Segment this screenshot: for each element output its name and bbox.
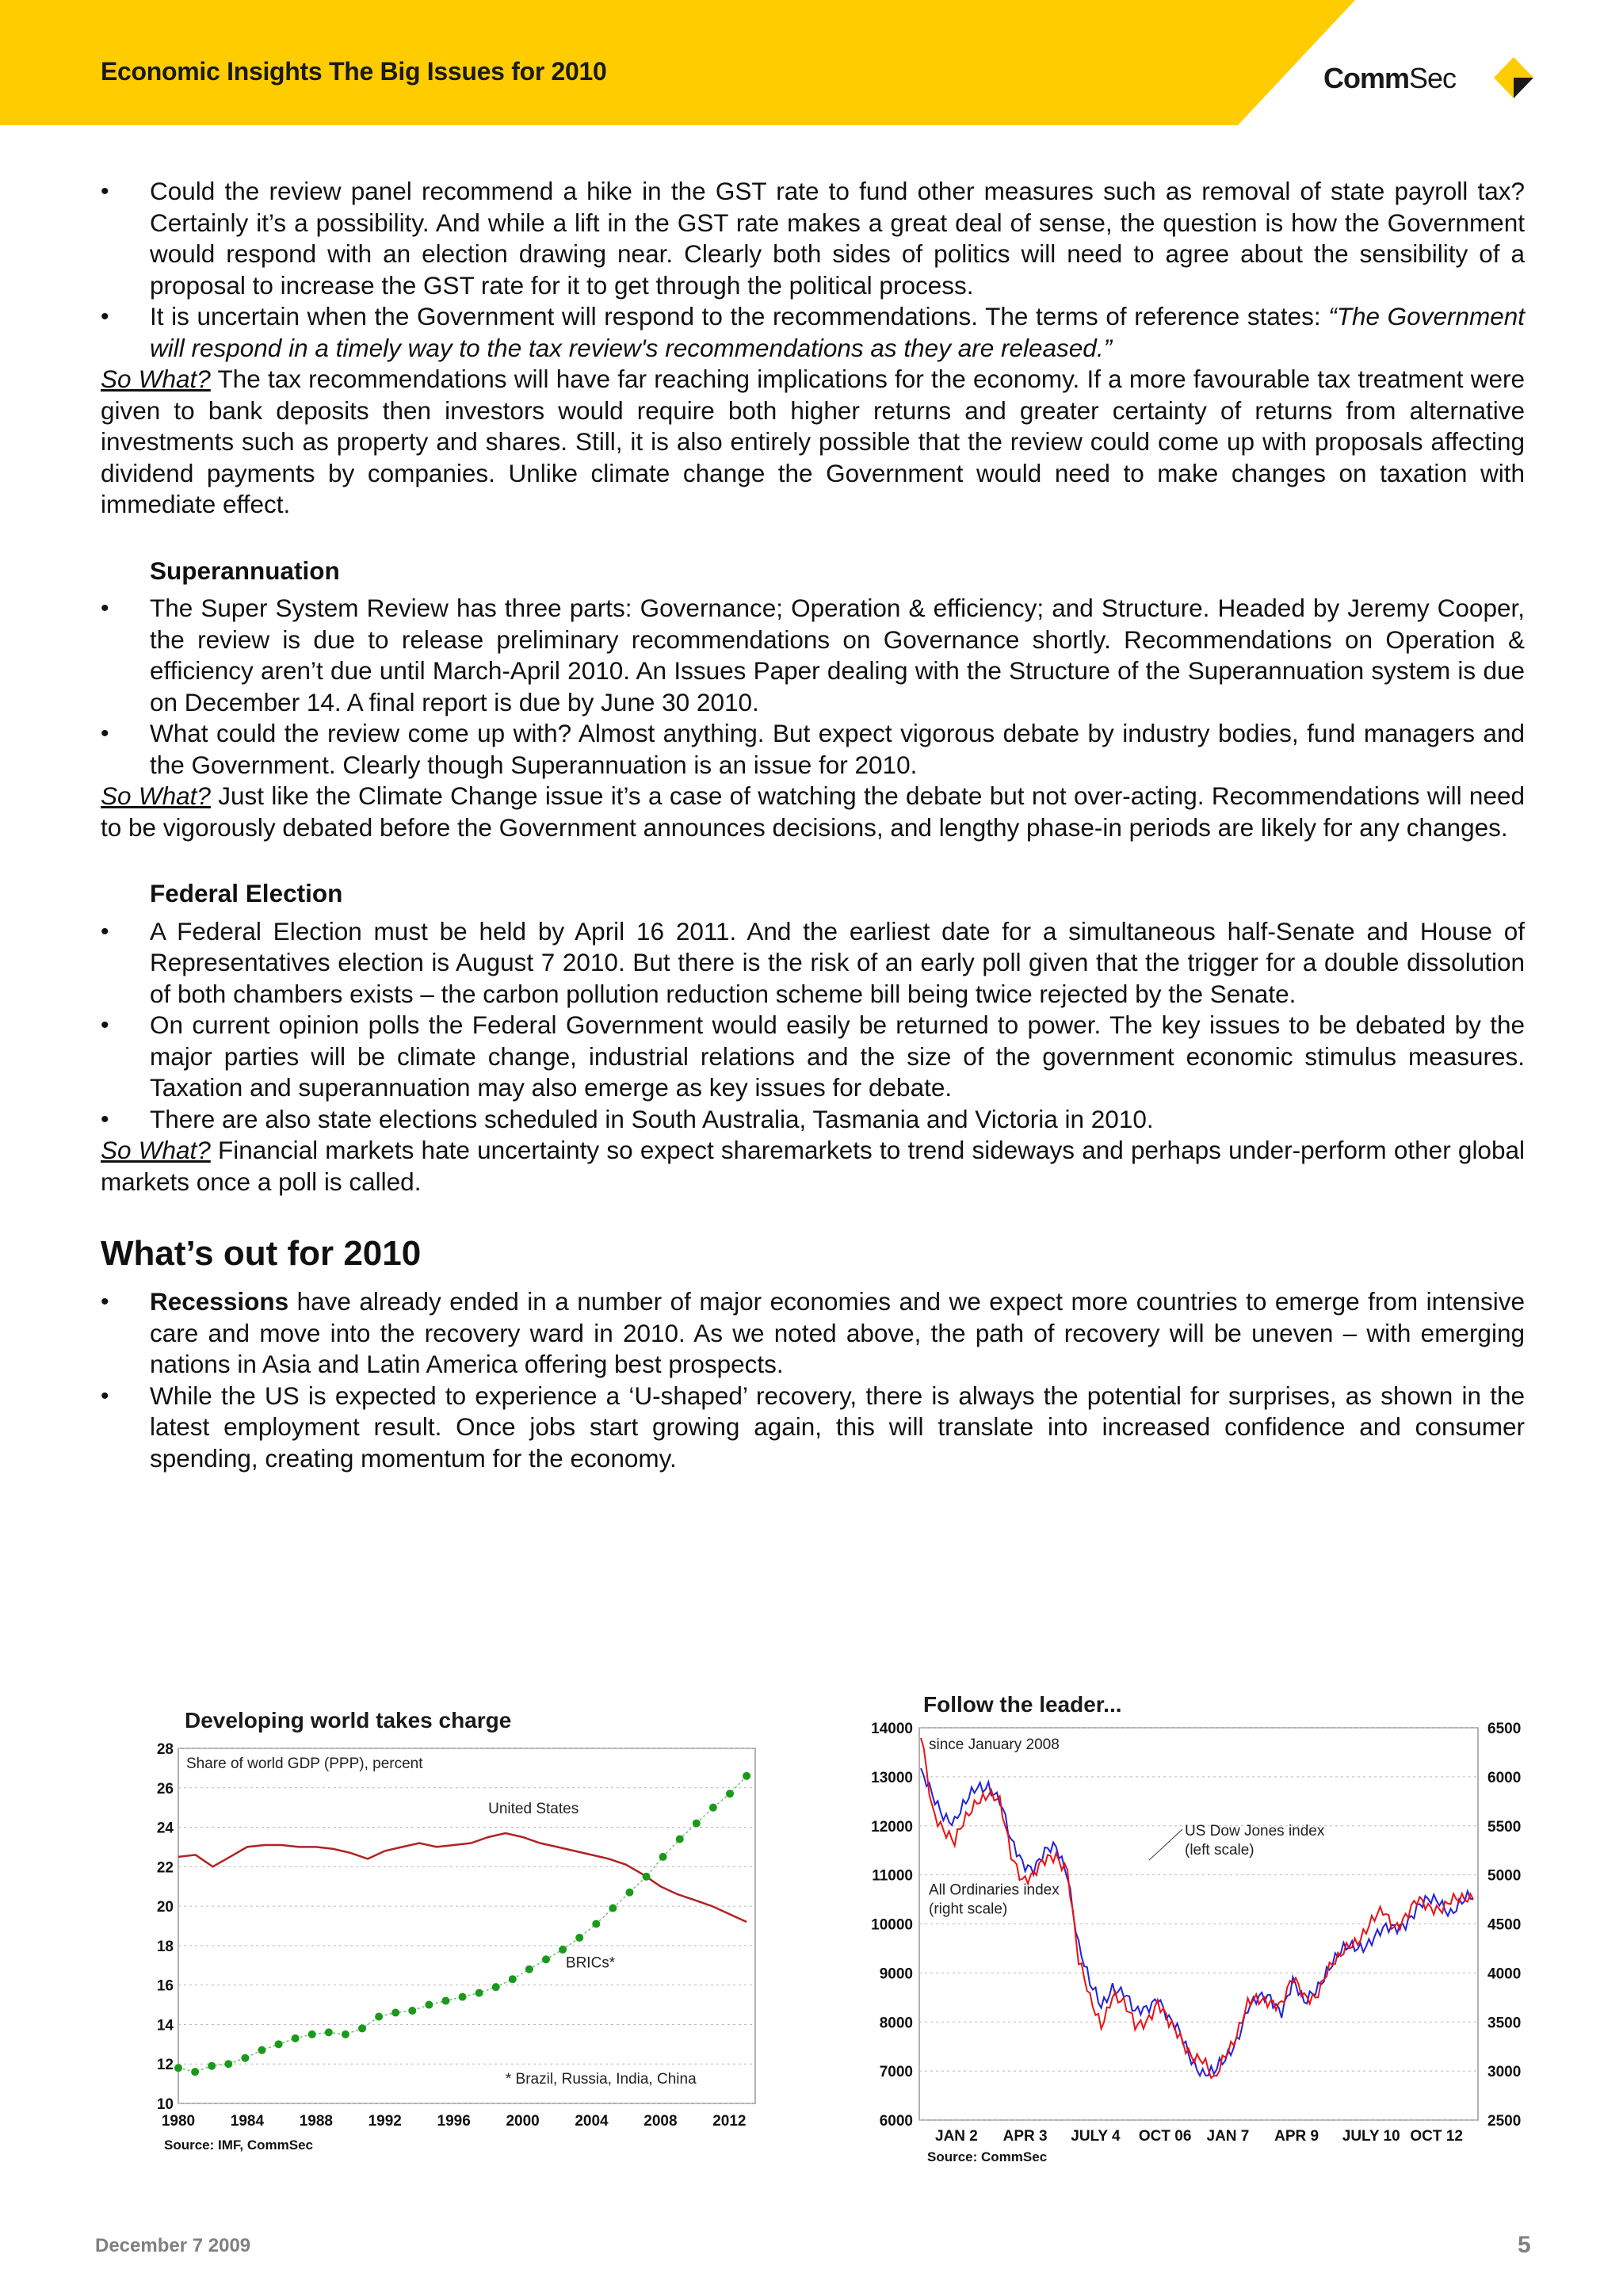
superannuation-heading: Superannuation bbox=[150, 556, 340, 585]
x-tick-label: JAN 2 bbox=[935, 2128, 978, 2145]
series-label-brics: BRICs* bbox=[565, 1954, 616, 1972]
x-tick-label: JULY 4 bbox=[1071, 2128, 1121, 2145]
brics-point bbox=[559, 1946, 567, 1954]
y-right-tick-label: 3500 bbox=[1487, 2015, 1522, 2032]
y-right-tick-label: 5000 bbox=[1487, 1867, 1522, 1885]
super-bullet-1: • The Super System Review has three parts: Governance; Operation & efficiency; and Structure. Headed by Jeremy Cooper, the review is due to release preliminary recommendations on Governance shortly. Recommendations on Operation & efficiency aren’t due until March-April 2010. An Issues Paper dealing with the Structure of the Superannuation system is due on December 14. A final report is due by June 30 2010. bbox=[101, 593, 1525, 718]
x-tick-label: 2008 bbox=[643, 2113, 678, 2130]
chart-developing-world bbox=[155, 1704, 781, 2179]
x-tick-label: 1996 bbox=[437, 2113, 471, 2130]
y-right-tick-label: 4000 bbox=[1487, 1966, 1522, 1983]
y-tick-label: 28 bbox=[156, 1741, 174, 1758]
so-what-label: So What? bbox=[101, 781, 211, 810]
so-what-text: The tax recommendations will have far reaching implications for the economy. If a more favourable tax treatment were given to bank deposits then investors would require both higher returns and greater certainty of returns from alternative investments such as property and shares. Still, it is also entirely possible that the review could come up with proposals affecting dividend payments by companies. Unlike climate change the Government would need to make changes on taxation with immediate effect. bbox=[101, 365, 1526, 518]
x-tick-label: OCT 12 bbox=[1410, 2128, 1463, 2145]
series-label-dow-jones: US Dow Jones index bbox=[1185, 1823, 1325, 1840]
election-bullet-1: • A Federal Election must be held by April 16 2011. And the earliest date for a simultaneous half-Senate and House of Representatives election is August 7 2010. But there is the risk of an early poll given that the trigger for a double dissolution of both chambers exists – the carbon pollution reduction scheme bill being twice rejected by the Senate. bbox=[101, 916, 1525, 1010]
x-tick-label: 1980 bbox=[161, 2113, 196, 2130]
brics-point bbox=[425, 2001, 433, 2009]
brics-point bbox=[224, 2060, 232, 2068]
super-bullet-2: • What could the review come up with? Almost anything. But expect vigorous debate by industry bodies, fund managers and the Government. Clearly though Superannuation is an issue for 2010. bbox=[101, 718, 1525, 781]
super-so-what bbox=[101, 781, 1525, 843]
x-tick-label: 2012 bbox=[712, 2113, 747, 2130]
tax-so-what bbox=[101, 364, 1525, 521]
out-bullet-1 bbox=[101, 1286, 1525, 1381]
y-tick-label: 16 bbox=[156, 1977, 174, 1995]
y-left-tick-label: 12000 bbox=[871, 1818, 913, 1836]
footer-date: December 7 2009 bbox=[95, 2235, 251, 2256]
election-bullet-3: • There are also state elections scheduled in South Australia, Tasmania and Victoria in 2010. bbox=[101, 1104, 1525, 1136]
y-left-tick-label: 7000 bbox=[879, 2064, 913, 2081]
brics-point bbox=[174, 2064, 182, 2072]
y-right-tick-label: 3000 bbox=[1487, 2064, 1522, 2081]
x-tick-label: 1992 bbox=[368, 2113, 402, 2130]
x-tick-label: 2000 bbox=[506, 2113, 540, 2130]
brics-point bbox=[342, 2030, 349, 2038]
brics-point bbox=[575, 1934, 583, 1942]
y-tick-label: 24 bbox=[156, 1820, 174, 1837]
y-tick-label: 18 bbox=[156, 1938, 174, 1955]
y-left-tick-label: 14000 bbox=[871, 1721, 913, 1737]
y-tick-label: 26 bbox=[156, 1780, 174, 1797]
brics-point bbox=[275, 2040, 283, 2048]
brics-point bbox=[208, 2062, 216, 2070]
whats-out-heading: What’s out for 2010 bbox=[101, 1234, 422, 1273]
brics-point bbox=[375, 2012, 383, 2020]
brics-point bbox=[308, 2030, 316, 2038]
chart-title: Follow the leader... bbox=[923, 1692, 1122, 1717]
chart-source: Source: CommSec bbox=[927, 2149, 1048, 2164]
brics-point bbox=[525, 1966, 533, 1973]
brics-point bbox=[441, 1997, 449, 2005]
chart-subtitle: since January 2008 bbox=[929, 1736, 1060, 1753]
y-tick-label: 20 bbox=[156, 1899, 174, 1916]
y-left-tick-label: 10000 bbox=[871, 1916, 913, 1934]
series-label-united-states: United States bbox=[488, 1801, 579, 1818]
brics-point bbox=[358, 2024, 366, 2032]
brics-point bbox=[459, 1993, 467, 2001]
out-bullet-2: • While the US is expected to experience a ‘U-shaped’ recovery, there is always the potential for surprises, as shown in the latest employment result. Once jobs start growing again, this will translate into increased confidence and consumer spending, creating momentum for the economy. bbox=[101, 1381, 1525, 1475]
logo-bold-text: Comm bbox=[1323, 62, 1410, 94]
y-tick-label: 12 bbox=[156, 2057, 174, 2074]
brics-point bbox=[391, 2009, 399, 2017]
x-tick-label: 1988 bbox=[299, 2113, 333, 2130]
federal-election-heading: Federal Election bbox=[150, 879, 343, 907]
tax-quote: “The Government will respond in a timely way to the tax review's recommendations as they are released.” bbox=[150, 302, 1525, 362]
y-left-tick-label: 13000 bbox=[871, 1769, 913, 1786]
chart-source: Source: IMF, CommSec bbox=[164, 2137, 313, 2153]
election-bullet-2: • On current opinion polls the Federal Government would easily be returned to power. The key issues to be debated by the major parties will be climate change, industrial relations and the size of the government economic stimulus measures. Taxation and superannuation may also emerge as key issues for debate. bbox=[101, 1010, 1525, 1104]
so-what-label: So What? bbox=[101, 1136, 211, 1164]
x-tick-label: 2004 bbox=[575, 2113, 609, 2130]
chart-subtitle: Share of world GDP (PPP), percent bbox=[186, 1755, 423, 1772]
y-right-tick-label: 6000 bbox=[1487, 1769, 1522, 1786]
brics-point bbox=[241, 2054, 249, 2062]
election-so-what bbox=[101, 1135, 1525, 1198]
x-tick-label: APR 9 bbox=[1274, 2128, 1319, 2145]
brics-point bbox=[408, 2007, 416, 2015]
brics-point bbox=[191, 2068, 199, 2076]
y-right-tick-label: 6500 bbox=[1487, 1721, 1522, 1737]
brics-point bbox=[258, 2046, 265, 2054]
x-tick-label: JULY 10 bbox=[1342, 2128, 1400, 2145]
brics-point bbox=[693, 1820, 701, 1828]
x-tick-label: JAN 7 bbox=[1206, 2128, 1250, 2145]
brics-point bbox=[659, 1853, 667, 1861]
y-left-tick-label: 9000 bbox=[879, 1966, 913, 1983]
article-body bbox=[101, 176, 1525, 1474]
x-tick-label: OCT 06 bbox=[1138, 2128, 1192, 2145]
tax-bullet-2 bbox=[101, 301, 1525, 364]
series-label-all-ordinaries-scale: (right scale) bbox=[929, 1901, 1008, 1918]
y-left-tick-label: 6000 bbox=[879, 2113, 913, 2130]
x-tick-label: APR 3 bbox=[1002, 2128, 1048, 2145]
recessions-bold: Recessions bbox=[150, 1287, 289, 1316]
brics-point bbox=[726, 1790, 734, 1797]
series-label-dow-jones-scale: (left scale) bbox=[1185, 1842, 1254, 1859]
brics-point bbox=[609, 1904, 617, 1912]
out-bullet-1-text: have already ended in a number of major economies and we expect more countries to emerge from intensive care and move into the recovery ward in 2010. As we noted above, the path of recovery will be uneven – with emerging nations in Asia and Latin America offering best prospects. bbox=[150, 1287, 1525, 1378]
header-title: Economic Insights The Big Issues for 2010 bbox=[101, 57, 607, 86]
tax-bullet-1: • Could the review panel recommend a hike in the GST rate to fund other measures such as removal of state payroll tax? Certainly it’s a possibility. And while a lift in the GST rate makes a great deal of sense, the question is how the Government would respond with an election drawing near. Clearly both sides of politics will need to agree about the sensibility of a proposal to increase the GST rate for it to get through the political process. bbox=[101, 176, 1525, 301]
brics-point bbox=[492, 1983, 500, 1991]
so-what-text: Just like the Climate Change issue it’s a case of watching the debate but not over-acting. Recommendations will need to be vigorously debated before the Government announces decisions, and lengthy phase-in periods are likely for any changes. bbox=[101, 781, 1525, 842]
chart-title: Developing world takes charge bbox=[185, 1708, 512, 1733]
x-tick-label: 1984 bbox=[230, 2113, 265, 2130]
brics-point bbox=[643, 1873, 651, 1881]
y-left-tick-label: 8000 bbox=[879, 2015, 913, 2032]
brics-point bbox=[743, 1772, 750, 1780]
page-number: 5 bbox=[1518, 2232, 1531, 2258]
brics-point bbox=[292, 2034, 300, 2042]
commsec-diamond-icon bbox=[1486, 55, 1541, 103]
brics-point bbox=[625, 1889, 633, 1897]
y-left-tick-label: 11000 bbox=[872, 1867, 913, 1885]
y-right-tick-label: 2500 bbox=[1487, 2113, 1522, 2130]
chart-follow-the-leader bbox=[848, 1688, 1561, 2179]
y-right-tick-label: 5500 bbox=[1487, 1818, 1522, 1836]
brics-point bbox=[475, 1989, 483, 1997]
brics-point bbox=[542, 1955, 550, 1963]
logo-light-text: Sec bbox=[1409, 62, 1457, 94]
series-label-all-ordinaries: All Ordinaries index bbox=[929, 1881, 1060, 1899]
y-tick-label: 10 bbox=[156, 2096, 174, 2113]
so-what-label: So What? bbox=[101, 365, 211, 393]
brics-point bbox=[676, 1835, 684, 1843]
commsec-logo bbox=[1323, 62, 1456, 95]
tax-bullet-2-text: It is uncertain when the Government will respond to the recommendations. The terms of reference states: bbox=[150, 302, 1329, 330]
so-what-text: Financial markets hate uncertainty so expect sharemarkets to trend sideways and perhaps under-perform other global markets once a poll is called. bbox=[101, 1136, 1525, 1196]
brics-point bbox=[509, 1975, 517, 1983]
brics-point bbox=[709, 1804, 717, 1812]
y-tick-label: 22 bbox=[156, 1859, 174, 1877]
brics-point bbox=[325, 2028, 333, 2036]
chart-footnote: * Brazil, Russia, India, China bbox=[505, 2071, 697, 2088]
y-tick-label: 14 bbox=[156, 2017, 174, 2034]
y-right-tick-label: 4500 bbox=[1487, 1916, 1522, 1934]
brics-point bbox=[592, 1920, 600, 1928]
